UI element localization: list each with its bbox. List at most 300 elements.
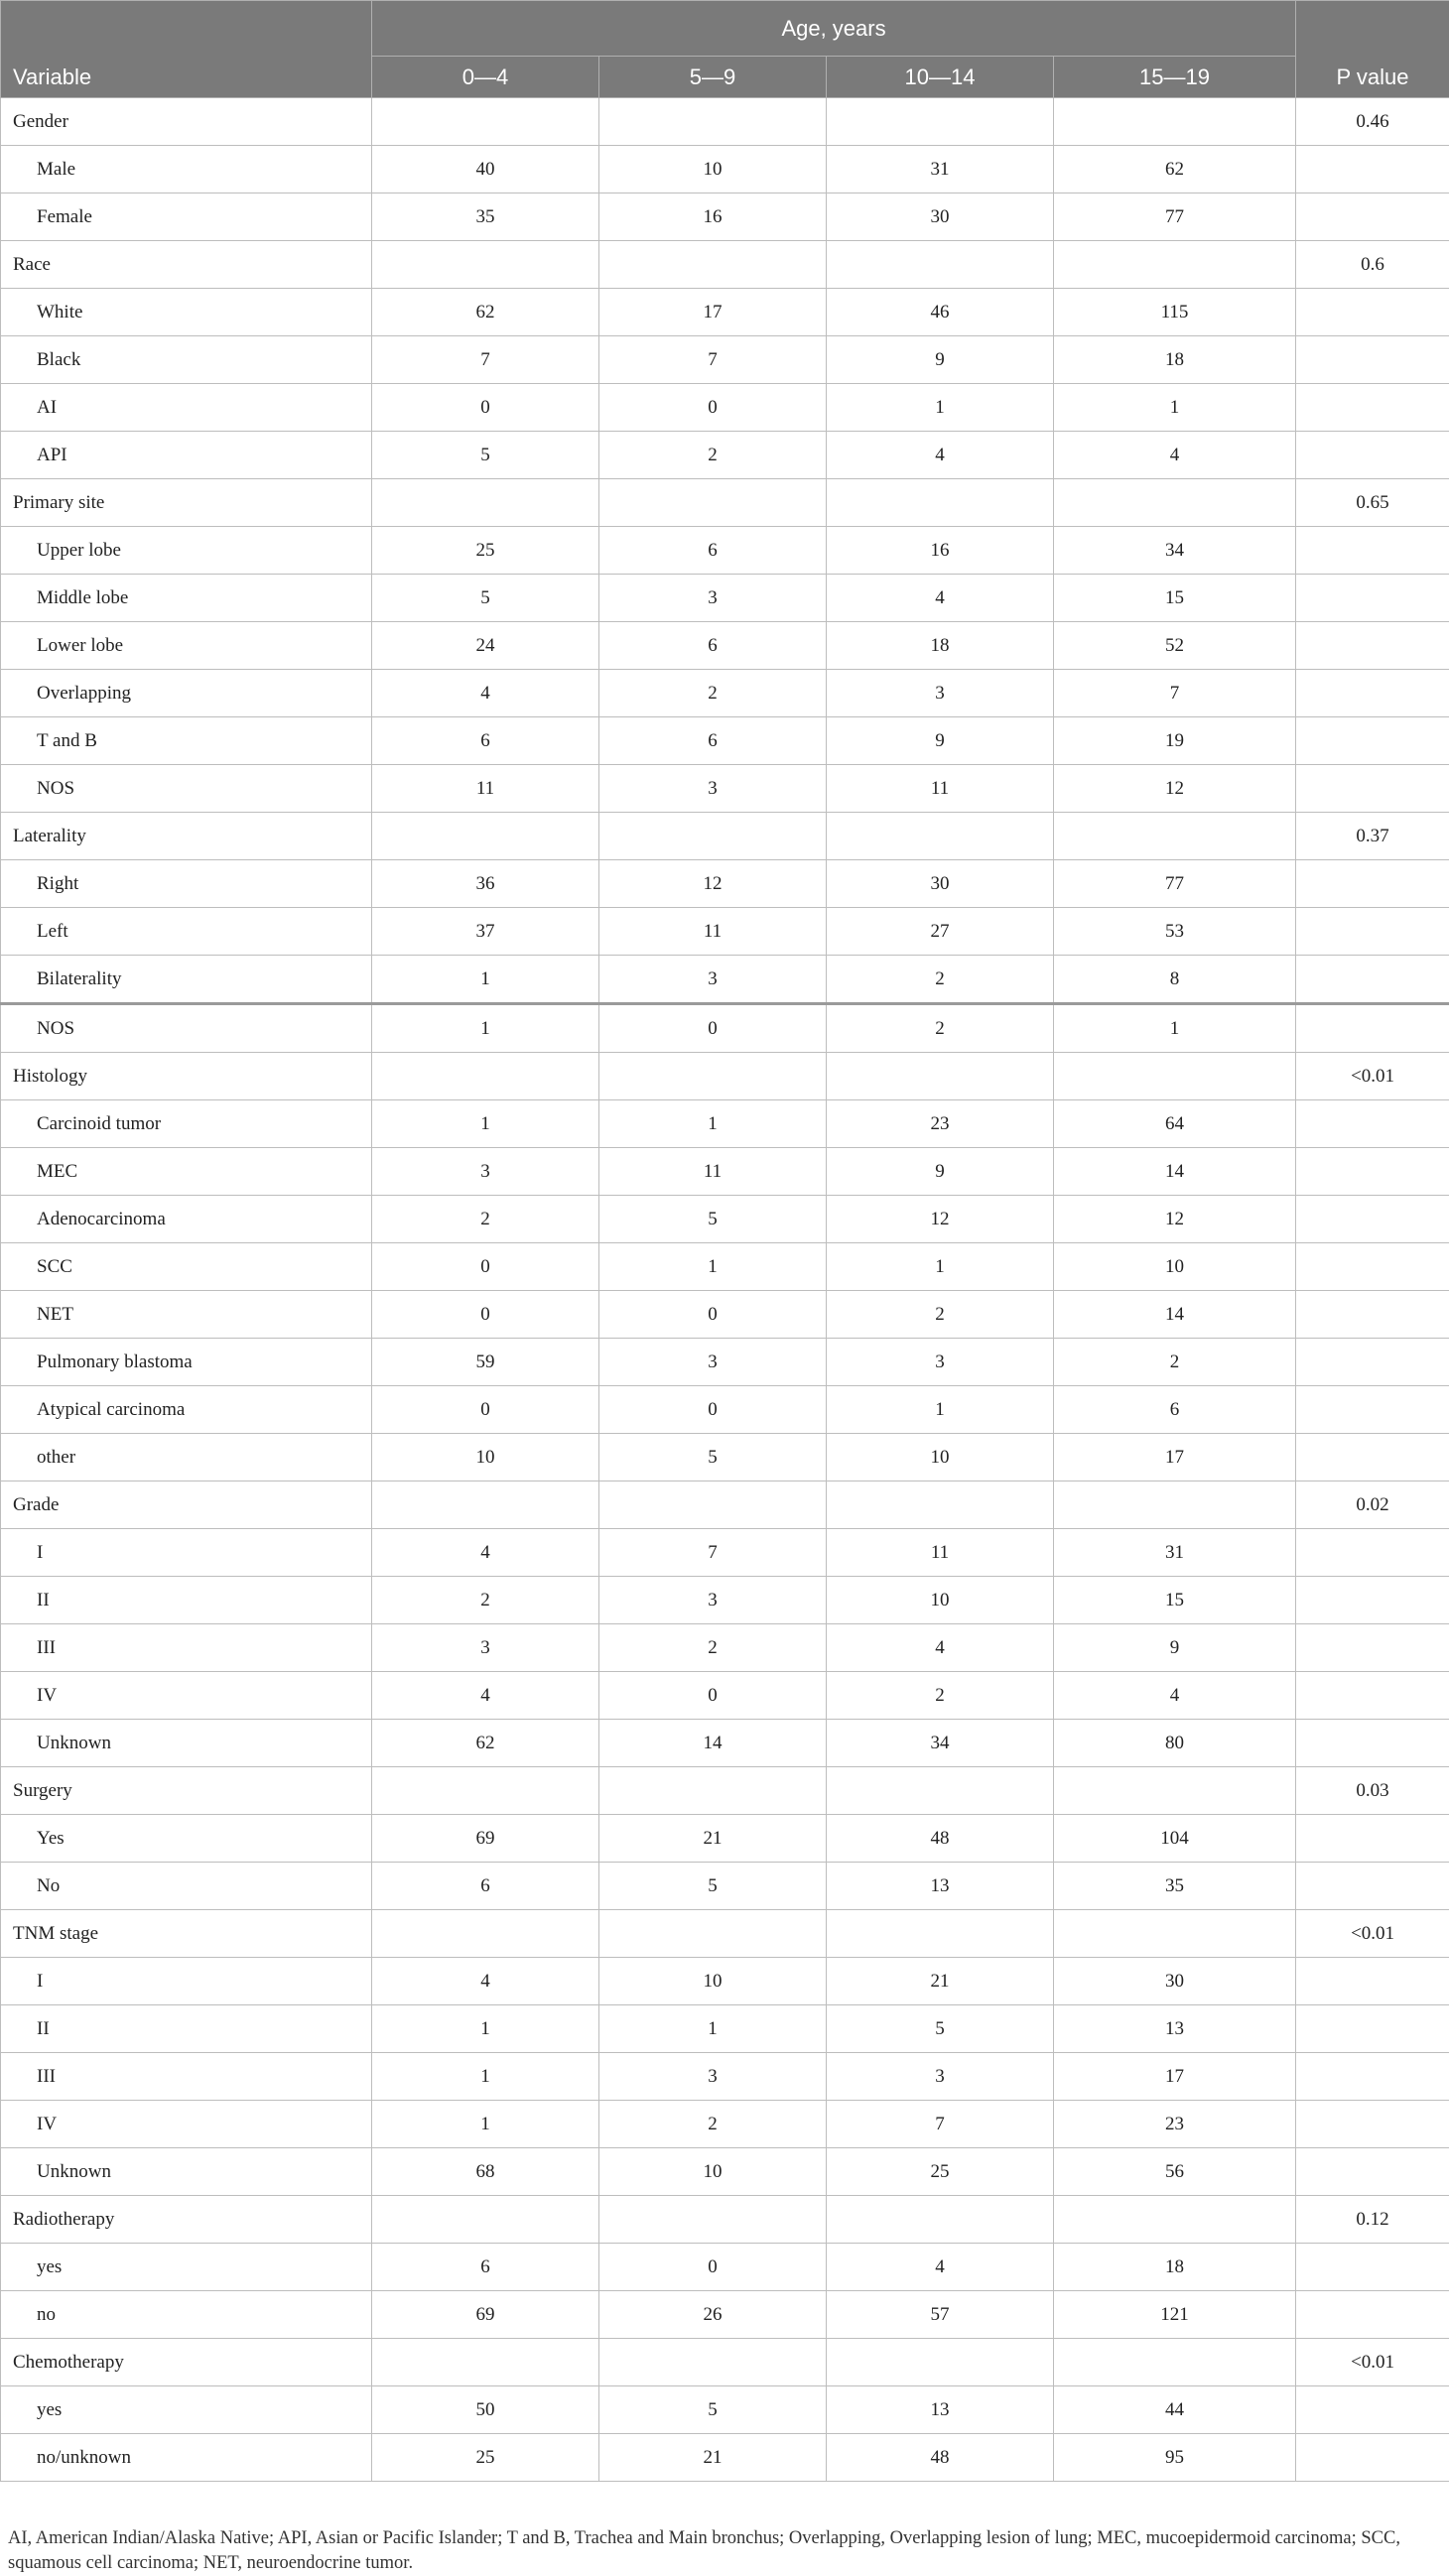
row-label: III	[1, 1624, 372, 1672]
cell-value: 10	[599, 1958, 827, 2005]
category-row	[1, 1053, 1449, 1100]
cell-value: 0	[599, 1291, 827, 1339]
category-row	[1, 2339, 1449, 2386]
cell-value: 18	[1054, 336, 1296, 384]
row-label: Upper lobe	[1, 527, 372, 575]
cell-value: 3	[599, 765, 827, 813]
cell-value: 68	[372, 2148, 599, 2196]
cell-value	[372, 479, 599, 527]
row-label: MEC	[1, 1148, 372, 1196]
cell-value: 37	[372, 908, 599, 956]
table-row	[1, 2434, 1449, 2482]
cell-value	[827, 2196, 1054, 2244]
cell-value: 1	[372, 2005, 599, 2053]
row-label: AI	[1, 384, 372, 432]
row-label: II	[1, 1577, 372, 1624]
p-value-cell	[1296, 1100, 1449, 1148]
cell-value: 6	[372, 1863, 599, 1910]
category-row	[1, 1767, 1449, 1815]
cell-value	[372, 2196, 599, 2244]
table-row	[1, 2244, 1449, 2291]
p-value-cell: 0.12	[1296, 2196, 1449, 2244]
cell-value: 1	[372, 1100, 599, 1148]
table-body	[1, 98, 1449, 2482]
cell-value: 1	[599, 1100, 827, 1148]
cell-value: 48	[827, 1815, 1054, 1863]
p-value-cell	[1296, 1720, 1449, 1767]
cell-value: 59	[372, 1339, 599, 1386]
row-label: White	[1, 289, 372, 336]
cell-value	[1054, 2339, 1296, 2386]
cell-value: 2	[827, 1672, 1054, 1720]
cell-value: 17	[1054, 1434, 1296, 1481]
cell-value: 1	[372, 1004, 599, 1053]
row-label: Left	[1, 908, 372, 956]
row-label: no/unknown	[1, 2434, 372, 2482]
cell-value: 3	[599, 575, 827, 622]
cell-value: 19	[1054, 717, 1296, 765]
cell-value	[372, 98, 599, 146]
cell-value: 1	[827, 384, 1054, 432]
category-row	[1, 479, 1449, 527]
row-label: Male	[1, 146, 372, 193]
category-label: Chemotherapy	[1, 2339, 372, 2386]
row-label: I	[1, 1529, 372, 1577]
p-value-cell: 0.02	[1296, 1481, 1449, 1529]
table-row	[1, 336, 1449, 384]
cell-value: 9	[827, 1148, 1054, 1196]
table-row	[1, 1148, 1449, 1196]
cell-value: 14	[599, 1720, 827, 1767]
table-row	[1, 1815, 1449, 1863]
row-label: Bilaterality	[1, 956, 372, 1004]
cell-value: 30	[827, 860, 1054, 908]
table-row	[1, 2053, 1449, 2101]
row-label: Unknown	[1, 1720, 372, 1767]
cell-value: 0	[599, 384, 827, 432]
table-row	[1, 575, 1449, 622]
cell-value: 9	[1054, 1624, 1296, 1672]
cell-value: 34	[827, 1720, 1054, 1767]
cell-value	[372, 1481, 599, 1529]
p-value-cell: <0.01	[1296, 1910, 1449, 1958]
cell-value: 9	[827, 717, 1054, 765]
cell-value: 3	[827, 670, 1054, 717]
cell-value: 4	[372, 1958, 599, 2005]
cell-value: 14	[1054, 1291, 1296, 1339]
table-footnote: AI, American Indian/Alaska Native; API, Asian or Pacific Islander; T and B, Trachea and Main bronchus; Overlapping, Overlapping lesion of lung; MEC, mucoepidermoid carcinoma; SCC, squamous cell carcinoma; NET, neuroendocrine tumor.	[8, 2526, 1437, 2576]
cell-value: 56	[1054, 2148, 1296, 2196]
row-label: Right	[1, 860, 372, 908]
table-row	[1, 1291, 1449, 1339]
row-label: Unknown	[1, 2148, 372, 2196]
cell-value	[1054, 813, 1296, 860]
cell-value: 1	[827, 1386, 1054, 1434]
table-row	[1, 1004, 1449, 1053]
cell-value: 12	[599, 860, 827, 908]
p-value-cell	[1296, 956, 1449, 1004]
p-value-cell: 0.03	[1296, 1767, 1449, 1815]
table-row	[1, 193, 1449, 241]
category-label: Radiotherapy	[1, 2196, 372, 2244]
p-value-cell	[1296, 908, 1449, 956]
category-label: Primary site	[1, 479, 372, 527]
row-label: I	[1, 1958, 372, 2005]
p-value-cell	[1296, 2434, 1449, 2482]
table-row	[1, 1386, 1449, 1434]
cell-value: 11	[599, 908, 827, 956]
age-group-15-19-header: 15—19	[1054, 57, 1296, 98]
cell-value: 121	[1054, 2291, 1296, 2339]
cell-value: 21	[599, 2434, 827, 2482]
cell-value: 0	[599, 2244, 827, 2291]
p-value-cell	[1296, 384, 1449, 432]
cell-value	[827, 479, 1054, 527]
cell-value: 4	[372, 670, 599, 717]
cell-value: 10	[599, 146, 827, 193]
cell-value: 62	[1054, 146, 1296, 193]
cell-value: 5	[599, 1434, 827, 1481]
cell-value	[599, 1910, 827, 1958]
cell-value: 10	[372, 1434, 599, 1481]
cell-value	[827, 1481, 1054, 1529]
row-label: Overlapping	[1, 670, 372, 717]
cell-value: 1	[1054, 384, 1296, 432]
cell-value	[827, 1910, 1054, 1958]
p-value-cell: <0.01	[1296, 2339, 1449, 2386]
cell-value	[1054, 98, 1296, 146]
cell-value: 3	[372, 1624, 599, 1672]
table-row	[1, 1243, 1449, 1291]
category-label: Histology	[1, 1053, 372, 1100]
cell-value: 21	[827, 1958, 1054, 2005]
cell-value: 36	[372, 860, 599, 908]
table-row	[1, 860, 1449, 908]
p-value-cell	[1296, 2101, 1449, 2148]
row-label: Adenocarcinoma	[1, 1196, 372, 1243]
cell-value: 4	[1054, 1672, 1296, 1720]
cell-value	[372, 1053, 599, 1100]
row-label: yes	[1, 2244, 372, 2291]
p-value-cell	[1296, 1672, 1449, 1720]
cell-value	[1054, 241, 1296, 289]
row-label: other	[1, 1434, 372, 1481]
cell-value: 35	[372, 193, 599, 241]
cell-value: 2	[599, 432, 827, 479]
cell-value: 11	[827, 765, 1054, 813]
p-value-cell	[1296, 193, 1449, 241]
p-value-cell	[1296, 2005, 1449, 2053]
table-row	[1, 1100, 1449, 1148]
cell-value: 0	[599, 1004, 827, 1053]
row-label: no	[1, 2291, 372, 2339]
cell-value: 48	[827, 2434, 1054, 2482]
row-label: II	[1, 2005, 372, 2053]
cell-value	[599, 2196, 827, 2244]
cell-value: 5	[827, 2005, 1054, 2053]
cell-value: 0	[372, 1386, 599, 1434]
p-value-cell: 0.65	[1296, 479, 1449, 527]
row-label: NOS	[1, 1004, 372, 1053]
cell-value: 8	[1054, 956, 1296, 1004]
cell-value	[1054, 1767, 1296, 1815]
cell-value: 5	[372, 432, 599, 479]
cell-value: 17	[599, 289, 827, 336]
cell-value: 1	[1054, 1004, 1296, 1053]
table-row	[1, 1196, 1449, 1243]
cell-value	[372, 2339, 599, 2386]
cell-value: 7	[827, 2101, 1054, 2148]
cell-value: 14	[1054, 1148, 1296, 1196]
cell-value	[1054, 1053, 1296, 1100]
p-value-cell	[1296, 1863, 1449, 1910]
p-value-cell	[1296, 717, 1449, 765]
p-value-cell	[1296, 1196, 1449, 1243]
table-row	[1, 1577, 1449, 1624]
cell-value: 11	[372, 765, 599, 813]
cell-value: 35	[1054, 1863, 1296, 1910]
cell-value: 26	[599, 2291, 827, 2339]
table-row	[1, 1863, 1449, 1910]
row-label: Carcinoid tumor	[1, 1100, 372, 1148]
p-value-cell: 0.46	[1296, 98, 1449, 146]
table-row	[1, 1672, 1449, 1720]
cell-value	[827, 98, 1054, 146]
cell-value: 77	[1054, 193, 1296, 241]
cell-value: 4	[827, 432, 1054, 479]
cell-value: 1	[372, 2053, 599, 2101]
category-label: Grade	[1, 1481, 372, 1529]
category-row	[1, 813, 1449, 860]
cell-value: 2	[599, 2101, 827, 2148]
table-row	[1, 1529, 1449, 1577]
table-row	[1, 2386, 1449, 2434]
row-label: IV	[1, 1672, 372, 1720]
cell-value: 57	[827, 2291, 1054, 2339]
cell-value: 15	[1054, 575, 1296, 622]
cell-value: 10	[1054, 1243, 1296, 1291]
cell-value: 69	[372, 1815, 599, 1863]
category-label: Surgery	[1, 1767, 372, 1815]
cell-value	[1054, 2196, 1296, 2244]
row-label: III	[1, 2053, 372, 2101]
cell-value: 104	[1054, 1815, 1296, 1863]
row-label: Female	[1, 193, 372, 241]
variable-header: Variable	[1, 1, 372, 98]
cell-value: 16	[827, 527, 1054, 575]
age-group-5-9-header: 5—9	[599, 57, 827, 98]
row-label: Black	[1, 336, 372, 384]
table-row	[1, 622, 1449, 670]
cell-value: 0	[372, 1243, 599, 1291]
cell-value: 24	[372, 622, 599, 670]
cell-value	[599, 1767, 827, 1815]
cell-value: 1	[599, 2005, 827, 2053]
cell-value: 0	[372, 384, 599, 432]
table-row	[1, 1339, 1449, 1386]
table-row	[1, 1434, 1449, 1481]
cell-value: 62	[372, 1720, 599, 1767]
cell-value: 10	[827, 1577, 1054, 1624]
cell-value: 115	[1054, 289, 1296, 336]
cell-value	[599, 1481, 827, 1529]
cell-value: 11	[827, 1529, 1054, 1577]
cell-value	[827, 2339, 1054, 2386]
category-row	[1, 98, 1449, 146]
cell-value	[1054, 1910, 1296, 1958]
cell-value: 25	[827, 2148, 1054, 2196]
cell-value: 1	[599, 1243, 827, 1291]
cell-value: 17	[1054, 2053, 1296, 2101]
table-row	[1, 908, 1449, 956]
cell-value	[372, 1767, 599, 1815]
cell-value	[599, 813, 827, 860]
cell-value: 2	[599, 1624, 827, 1672]
p-value-cell	[1296, 1148, 1449, 1196]
cell-value: 13	[827, 2386, 1054, 2434]
cell-value: 30	[827, 193, 1054, 241]
cell-value: 7	[372, 336, 599, 384]
cell-value: 1	[372, 2101, 599, 2148]
cell-value: 31	[1054, 1529, 1296, 1577]
cell-value: 0	[372, 1291, 599, 1339]
cell-value: 30	[1054, 1958, 1296, 2005]
cell-value	[827, 1767, 1054, 1815]
p-value-cell	[1296, 1339, 1449, 1386]
p-value-cell	[1296, 2053, 1449, 2101]
cell-value: 23	[827, 1100, 1054, 1148]
cell-value: 13	[827, 1863, 1054, 1910]
p-value-cell	[1296, 289, 1449, 336]
cell-value	[827, 241, 1054, 289]
cell-value: 3	[827, 1339, 1054, 1386]
cell-value: 12	[1054, 1196, 1296, 1243]
cell-value: 4	[827, 575, 1054, 622]
p-value-cell	[1296, 575, 1449, 622]
cell-value: 62	[372, 289, 599, 336]
p-value-cell	[1296, 1386, 1449, 1434]
cell-value: 2	[827, 1004, 1054, 1053]
row-label: Pulmonary blastoma	[1, 1339, 372, 1386]
cell-value: 6	[1054, 1386, 1296, 1434]
p-value-cell	[1296, 622, 1449, 670]
table-row	[1, 432, 1449, 479]
cell-value: 64	[1054, 1100, 1296, 1148]
row-label: IV	[1, 2101, 372, 2148]
p-value-cell	[1296, 765, 1449, 813]
cell-value: 0	[599, 1672, 827, 1720]
age-group-0-4-header: 0—4	[372, 57, 599, 98]
cell-value: 3	[599, 2053, 827, 2101]
table-row	[1, 765, 1449, 813]
category-label: Gender	[1, 98, 372, 146]
table-row	[1, 2101, 1449, 2148]
cell-value: 4	[827, 1624, 1054, 1672]
p-value-cell	[1296, 1291, 1449, 1339]
cell-value: 5	[599, 1863, 827, 1910]
cell-value: 4	[827, 2244, 1054, 2291]
p-value-cell	[1296, 1004, 1449, 1053]
cell-value: 5	[599, 2386, 827, 2434]
cell-value: 18	[827, 622, 1054, 670]
cell-value: 77	[1054, 860, 1296, 908]
table-row	[1, 289, 1449, 336]
row-label: yes	[1, 2386, 372, 2434]
cell-value	[599, 98, 827, 146]
table-row	[1, 670, 1449, 717]
cell-value: 34	[1054, 527, 1296, 575]
cell-value	[1054, 479, 1296, 527]
cell-value: 18	[1054, 2244, 1296, 2291]
cell-value	[827, 813, 1054, 860]
p-value-cell	[1296, 2148, 1449, 2196]
p-value-cell	[1296, 2386, 1449, 2434]
cell-value: 13	[1054, 2005, 1296, 2053]
cell-value: 3	[599, 1339, 827, 1386]
table-row	[1, 2148, 1449, 2196]
cell-value: 2	[599, 670, 827, 717]
row-label: Middle lobe	[1, 575, 372, 622]
p-value-cell: <0.01	[1296, 1053, 1449, 1100]
table-row	[1, 384, 1449, 432]
cell-value: 31	[827, 146, 1054, 193]
cell-value: 2	[827, 1291, 1054, 1339]
cell-value	[372, 241, 599, 289]
p-value-cell	[1296, 1243, 1449, 1291]
p-value-header: P value	[1296, 1, 1449, 98]
cell-value: 15	[1054, 1577, 1296, 1624]
p-value-cell	[1296, 1624, 1449, 1672]
p-value-cell	[1296, 432, 1449, 479]
cell-value: 95	[1054, 2434, 1296, 2482]
cell-value: 7	[599, 336, 827, 384]
age-group-10-14-header: 10—14	[827, 57, 1054, 98]
p-value-cell	[1296, 1815, 1449, 1863]
cell-value: 6	[599, 622, 827, 670]
table-row	[1, 1720, 1449, 1767]
cell-value	[599, 479, 827, 527]
cell-value: 5	[599, 1196, 827, 1243]
row-label: T and B	[1, 717, 372, 765]
cell-value: 10	[827, 1434, 1054, 1481]
category-row	[1, 1481, 1449, 1529]
p-value-cell	[1296, 336, 1449, 384]
cell-value: 0	[599, 1386, 827, 1434]
cell-value: 6	[599, 717, 827, 765]
cell-value: 25	[372, 2434, 599, 2482]
cell-value: 53	[1054, 908, 1296, 956]
category-label: TNM stage	[1, 1910, 372, 1958]
cell-value: 3	[599, 956, 827, 1004]
table-header	[1, 1, 1449, 98]
cell-value: 6	[599, 527, 827, 575]
row-label: Lower lobe	[1, 622, 372, 670]
cell-value	[1054, 1481, 1296, 1529]
p-value-cell	[1296, 860, 1449, 908]
p-value-cell	[1296, 1434, 1449, 1481]
cell-value: 52	[1054, 622, 1296, 670]
table-row	[1, 1958, 1449, 2005]
cell-value: 69	[372, 2291, 599, 2339]
cell-value: 2	[827, 956, 1054, 1004]
cell-value	[599, 1053, 827, 1100]
cell-value: 12	[1054, 765, 1296, 813]
table-row	[1, 717, 1449, 765]
cell-value	[827, 1053, 1054, 1100]
row-label: NOS	[1, 765, 372, 813]
p-value-cell	[1296, 2291, 1449, 2339]
category-row	[1, 1910, 1449, 1958]
